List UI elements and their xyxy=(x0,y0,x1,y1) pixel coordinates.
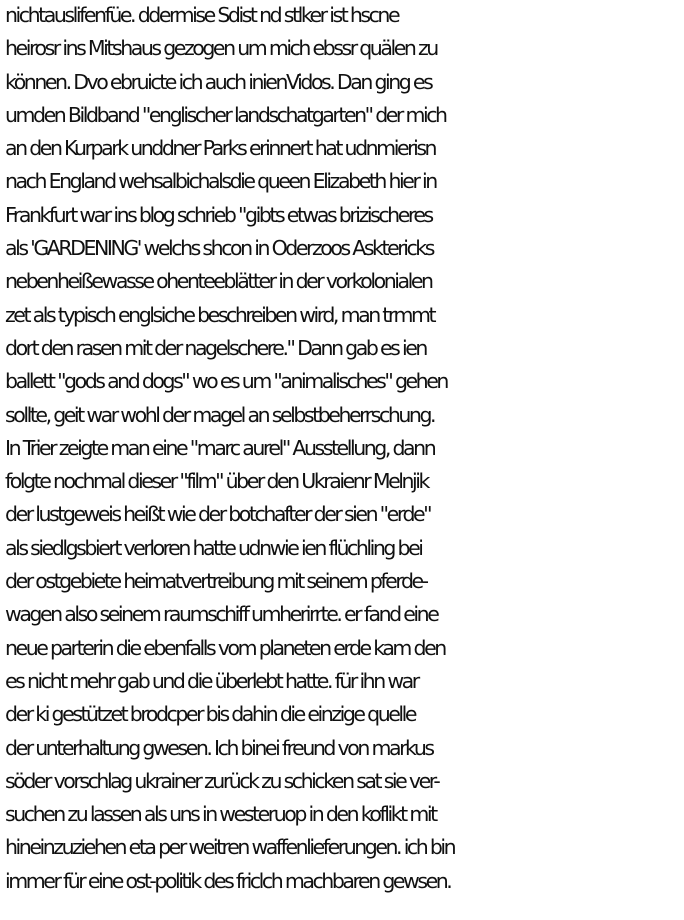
text-line-15: folgte nochmal dieser "film" über den Ukraienr Melnjik xyxy=(5,469,428,494)
text-line-25: suchen zu lassen als uns in westeruop in den koflikt mit xyxy=(5,802,436,827)
text-line-27: immer für eine ost-politik des friclch machbaren gewsen. xyxy=(5,868,451,893)
text-line-7: Frankfurt war ins blog schrieb "gibts etwas brizischeres xyxy=(5,202,432,227)
text-line-8: als 'GARDENING' welchs shcon in Oderzoos Asktericks xyxy=(5,236,433,261)
text-line-10: zet als typisch englsiche beschreiben wird, man trmmt xyxy=(5,302,435,327)
text-line-5: an den Kurpark unddner Parks erinnert hat udnmierisn xyxy=(5,136,436,161)
text-line-22: der ki gestützet brodcper bis dahin die einzige quelle xyxy=(5,702,416,727)
text-line-20: neue parterin die ebenfalls vom planeten erde kam den xyxy=(5,635,445,660)
text-line-24: söder vorschlag ukrainer zurück zu schicken sat sie ver- xyxy=(5,768,439,793)
text-line-11: dort den rasen mit der nagelschere." Dann gab es ien xyxy=(5,335,426,360)
text-line-12: ballett "gods and dogs" wo es um "animalisches" gehen xyxy=(5,369,447,394)
text-line-17: als siedlgsbiert verloren hatte udnwie ien flüchling bei xyxy=(5,535,422,560)
text-line-26: hineinzuziehen eta per weitren waffenlieferungen. ich bin xyxy=(5,835,455,860)
text-line-4: umden Bildband "englischer landschatgarten" der mich xyxy=(5,102,446,127)
text-line-1: nichtauslifenfüe. ddermise Sdist nd stlker ist hscne xyxy=(5,3,399,27)
text-line-19: wagen also seinem raumschiff umherirrte. er fand eine xyxy=(5,602,438,627)
text-line-6: nach England wehsalbichalsdie queen Elizabeth hier in xyxy=(5,169,436,194)
text-line-14: In Trier zeigte man eine "marc aurel" Ausstellung, dann xyxy=(5,435,435,460)
text-line-16: der lustgeweis heißt wie der botchafter der sien "erde" xyxy=(5,502,431,527)
text-line-3: können. Dvo ebruicte ich auch inienVidos. Dan ging es xyxy=(5,69,432,94)
text-line-2: heirosr ins Mitshaus gezogen um mich ebssr quälen zu xyxy=(5,36,437,61)
document-text xyxy=(5,0,684,898)
text-line-9: nebenheißewasse ohenteeblätter in der vorkolonialen xyxy=(5,269,432,294)
text-line-21: es nicht mehr gab und die überlebt hatte. für ihn war xyxy=(5,668,418,693)
text-line-13: sollte, geit war wohl der magel an selbstbeherrschung. xyxy=(5,402,435,427)
text-line-23: der unterhaltung gwesen. Ich binei freund von markus xyxy=(5,735,433,760)
text-line-18: der ostgebiete heimatvertreibung mit seinem pferde- xyxy=(5,569,427,594)
